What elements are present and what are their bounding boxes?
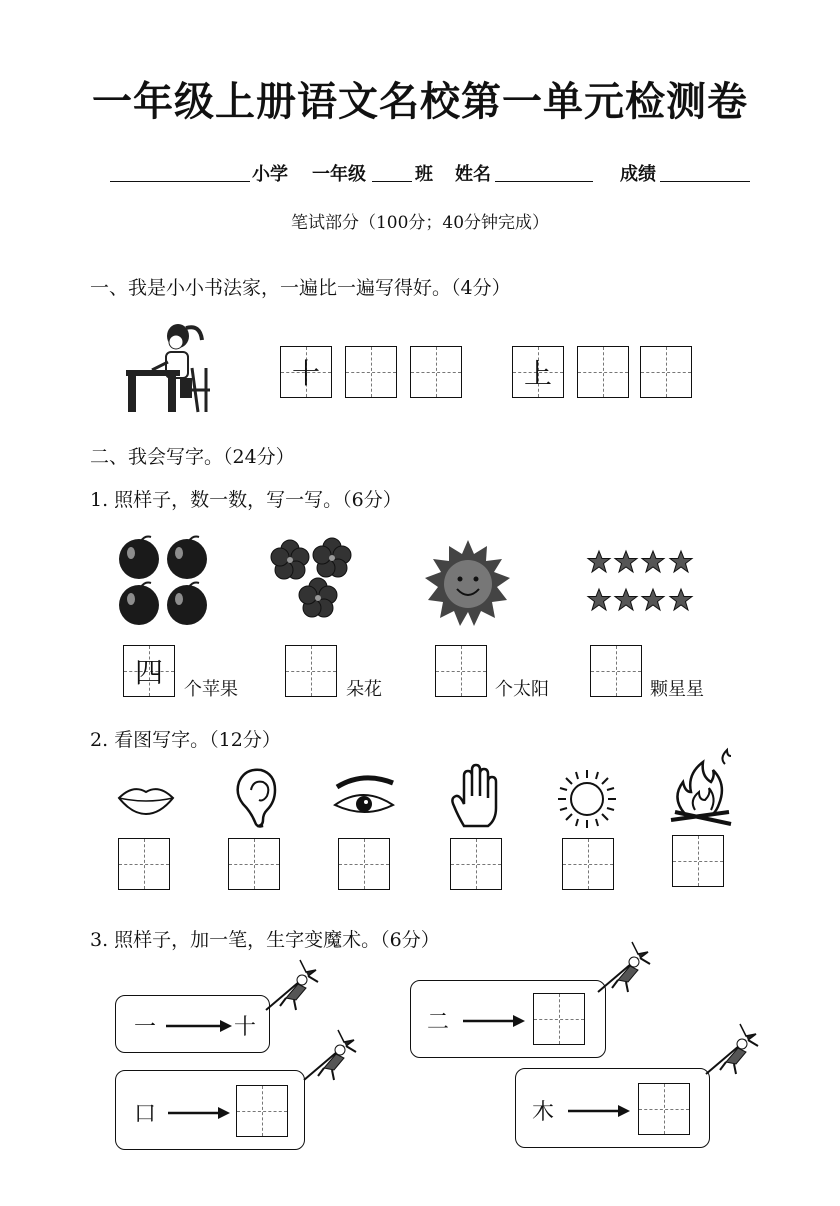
apples-icon (115, 535, 213, 630)
arrow-right-icon (166, 1020, 232, 1032)
magic-box-3 (115, 1070, 305, 1150)
class-label: 班 (415, 164, 433, 185)
school-blank[interactable] (110, 181, 250, 182)
flowers-icon (270, 538, 355, 620)
arrow-right-icon (568, 1105, 630, 1117)
answer-char (237, 1086, 287, 1136)
count-grid-flowers[interactable] (285, 645, 337, 697)
student-info-line (110, 160, 760, 190)
arrow-right-icon (463, 1015, 525, 1027)
name-label: 姓名 (455, 164, 491, 185)
exam-subtitle: 笔试部分（100分；40分钟完成） (290, 213, 550, 233)
picture-grid-eye[interactable] (338, 838, 390, 890)
target-char: 十 (234, 1015, 257, 1040)
section1-heading: 一、我是小小书法家，一遍比一遍写得好。（4分） (90, 277, 511, 299)
hand-icon (450, 768, 506, 830)
writing-grid-3[interactable] (410, 346, 462, 398)
magic-answer-grid-4[interactable] (638, 1083, 690, 1135)
count-grid-suns[interactable] (435, 645, 487, 697)
source-char: 一 (134, 1015, 157, 1040)
score-blank[interactable] (660, 181, 750, 182)
example-answer: 四 (134, 656, 163, 689)
count-grid-apples[interactable] (123, 645, 175, 697)
section2-heading: 二、我会写字。（24分） (90, 446, 295, 468)
count-grid-stars[interactable] (590, 645, 642, 697)
writing-grid-5[interactable] (577, 346, 629, 398)
picture-grid-fire[interactable] (672, 835, 724, 887)
eye-icon (333, 775, 395, 819)
picture-grid-hand[interactable] (450, 838, 502, 890)
ear-icon (235, 768, 277, 830)
question3-heading: 3. 照样子，加一笔，生字变魔术。（6分） (90, 929, 440, 951)
grade-label: 一年级 (312, 164, 366, 185)
score-label: 成绩 (620, 164, 656, 185)
stars-icon (585, 548, 700, 616)
source-char: 木 (532, 1100, 555, 1125)
writing-grid-1[interactable] (280, 346, 332, 398)
smiling-sun-icon (423, 540, 513, 628)
sample-char: 十 (291, 357, 320, 390)
magic-answer-grid-3[interactable] (236, 1085, 288, 1137)
magic-box-2 (410, 980, 606, 1058)
picture-grid-ear[interactable] (228, 838, 280, 890)
witch-icon (700, 1022, 764, 1078)
source-char: 二 (427, 1010, 450, 1035)
name-blank[interactable] (495, 181, 593, 182)
source-char: 口 (134, 1102, 157, 1127)
unit-apples: 个苹果 (184, 679, 238, 700)
answer-char (639, 1084, 689, 1134)
answer-char (534, 994, 584, 1044)
writing-grid-2[interactable] (345, 346, 397, 398)
sun-icon (556, 768, 618, 830)
unit-flowers: 朵花 (346, 679, 382, 700)
sample-char: 上 (523, 357, 552, 390)
magic-answer-grid-2[interactable] (533, 993, 585, 1045)
fire-icon (665, 748, 737, 828)
page-title: 一年级上册语文名校第一单元检测卷 (92, 79, 748, 125)
arrow-right-icon (168, 1107, 230, 1119)
question1-heading: 1. 照样子，数一数，写一写。（6分） (90, 489, 402, 511)
mouth-icon (117, 782, 175, 816)
witch-icon (298, 1028, 362, 1084)
writing-grid-6[interactable] (640, 346, 692, 398)
unit-suns: 个太阳 (495, 679, 549, 700)
writing-grid-4[interactable] (512, 346, 564, 398)
question2-heading: 2. 看图写字。（12分） (90, 729, 281, 751)
girl-writing-icon (120, 318, 220, 414)
magic-box-4 (515, 1068, 710, 1148)
magic-box-1 (115, 995, 270, 1053)
picture-grid-mouth[interactable] (118, 838, 170, 890)
school-label: 小学 (252, 164, 288, 185)
picture-grid-sun[interactable] (562, 838, 614, 890)
class-blank[interactable] (372, 181, 412, 182)
unit-stars: 颗星星 (650, 679, 704, 700)
